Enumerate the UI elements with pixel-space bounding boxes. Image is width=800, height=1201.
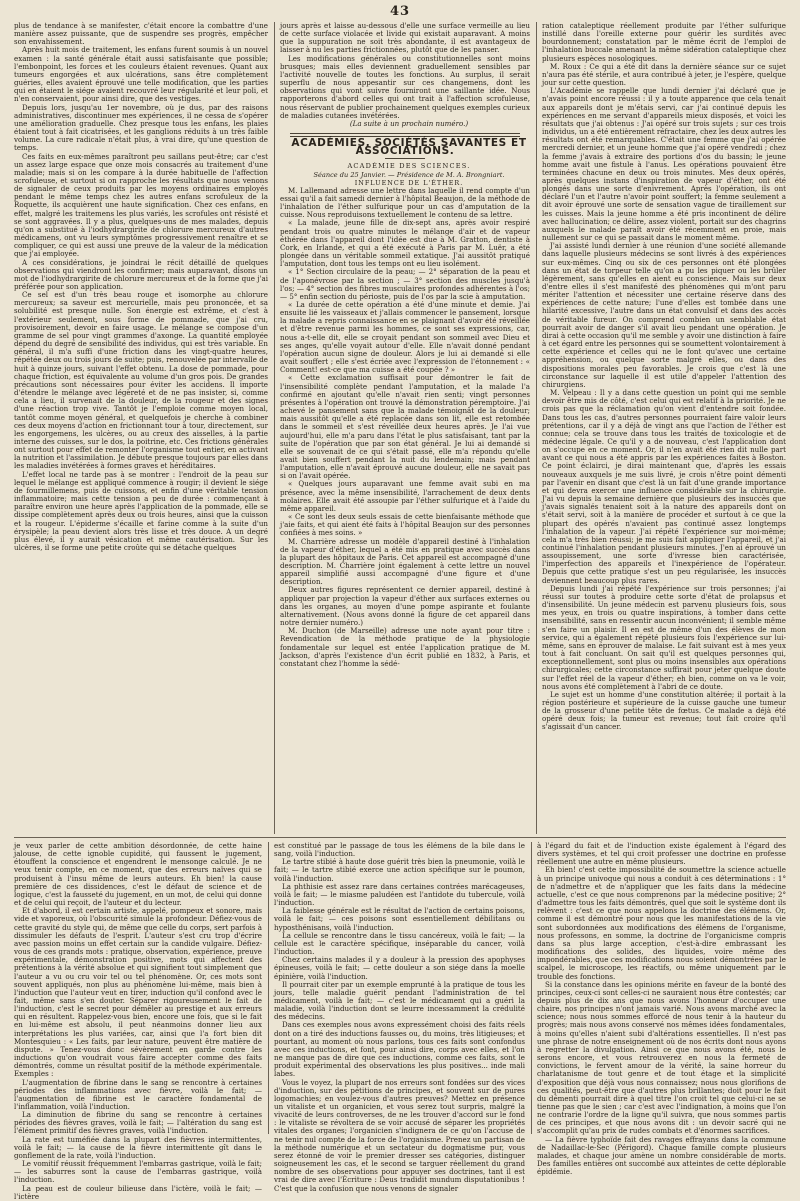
paragraph: plus de tendance à se manifester, c'était encore la combattre d'une manière assez puissante, que de suspendre ses progrès, empêcher son envahissement. (14, 21, 268, 47)
bottom-column-2 (274, 841, 525, 1193)
top-column-3 (542, 22, 786, 834)
column-rule (274, 22, 275, 834)
paragraph: « 1° Section circulaire de la peau; — 2° séparation de la peau et de l'aponévrose par la section ; — 3° section des muscles jusqu'à l'os; — 4° section des fibres musculaires profondes adhérentes à l'os; — 5° enfin section du périoste, puis de l'os par la scie à amputation. (280, 267, 530, 301)
paragraph: La cellule se rencontre dans le tissu cancéreux, voilà le fait; — la cellule est le caractère spécifique, inséparable du cancer, voilà l'induction. (274, 930, 525, 957)
column-rule (531, 842, 532, 1134)
paragraph: Le vomitif réussit fréquemment l'embarras gastrique, voilà le fait; — les saburres sont la cause de l'embarras gastrique, voilà l'induction. (14, 1159, 262, 1185)
paragraph: La diminution de fibrine du sang se rencontre à certaines périodes des fièvres graves, voilà le fait; — l'altération du sang est l'élément primitif des fièvres graves, voilà l'induction. (14, 1110, 262, 1136)
paragraph: Et d'abord, il est certain artiste, appelé, pompeux et sonore, mais vide et vaporeux, où l'obscurité simule la profondeur. Défiez-vous de cette gravité du style qui, de même que celle du corps, sert parfois à dissimuler les défauts de l'esprit. L'auteur s'est cru trop d'écrire avec passion moins un effet certain sur la candide vulgaire. Défiez-vous de ces grands mots : pratique, observation, expérience, preuve expérimentale, démonstration positive, mots qui affectent des prétentions à la vérité absolue et qui signifient tout simplement que l'auteur a vu ou cru voir tel ou tel phénomène. Or, ces mots sont souvent appliqués, non plus au phénomène lui-même, mais bien à l'induction que l'auteur veut en tirer, induction qu'il confond avec le fait, même sans s'en douter. Séparer rigoureusement le fait de l'induction, c'est le secret pour démêler au prestige et aux erreurs qui en résultent. Rappelez-vous bien, encore une fois, que si le fait en lui-même est absolu, il peut néanmoins donner lieu aux interprétations les plus variées, car, ainsi que l'a fort bien dit Montesquieu : « Les faits, par leur nature, peuvent être matière de dispute. » Tenez-vous donc sévèrement en garde contre les inductions qu'on voudrait vous faire accepter comme des faits démontrés, comme un résultat positif de la méthode expérimentale. Exemples : (14, 906, 262, 1079)
paragraph: Ces faits en eux-mêmes paraîtront peu saillans peut-être; car c'est un assez large espace que onze mois consacrés au traitement d'une maladie; mais si on les compare à la durée habituelle de l'affection scrofuleuse, et surtout si on rapproche les résultats que nous venons de signaler de ceux produits par les moyens ordinaires employés pendant le même temps chez les autres enfans scrofuleux de la Roquette, ils acquièrent une haute signification. Chez ces enfans, en effet, malgré les traitemens les plus variés, les scrofules ont résisté et se sont aggravées. Il y a plus, quelques-uns de mes malades, depuis qu'on a substitué à l'iodhydrargirite de chlorure mercureux d'autres médicamens, ont vu leurs symptômes progressivement renaître et se compliquer, ce qui est aussi une preuve de la valeur de la médication que j'ai employée. (14, 151, 268, 259)
paragraph: J'ai assisté lundi dernier à une réunion d'une société allemande dans laquelle plusieurs médecins se sont livrés à des expériences sur eux-mêmes. Cinq ou six de ces personnes ont été plongées dans un état de torpeur telle qu'on a pu les piquer ou les brûler légèrement, sans qu'elles en aient eu conscience. Mais sur deux d'entre elles il s'est manifesté des phénomènes qui m'ont paru mériter l'attention et nécessiter une certaine réserve dans des expériences de cette nature; l'une d'elles est tombée dans une hilarité excessive, l'autre dans un état convulsif et dans des accès de véritable fureur. On comprend combien un semblable état pourrait avoir de danger s'il avait lieu pendant une opération. Je dirai à cette occasion qu'il me semble y avoir une distinction à faire à cet égard entre les personnes qui se soumettent volontairement à cette expérience et celles qui ne le font qu'avec une certaine appréhension, ou quelque sorte malgré elles, ou dans des dispositions morales peu favorables. Je crois que c'est là une circonstance sur laquelle il est utile d'appeler l'attention des chirurgiens. (542, 241, 786, 389)
horizontal-rule (14, 837, 786, 838)
column-rule (536, 22, 537, 834)
title-divider (385, 158, 425, 159)
topic-title: INFLUENCE DE L'ÉTHER. (354, 178, 464, 187)
paragraph: « Ce sont les deux seuls essais de cette bienfaisante méthode que j'aie faits, et qui aient été faits à l'hôpital Beaujon sur des personnes confiées à mes soins. » (280, 512, 530, 538)
paragraph: Après huit mois de traitement, les enfans furent soumis à un nouvel examen : la santé générale était aussi satisfaisante que possible; l'embonpoint, les forces et les couleurs étaient revenues. Quant aux tumeurs engorgées et aux ulcérations, sans être complètement guéries, elles avaient éprouvé une telle modification, que les parties qui en étaient le siége avaient recouvré leur régularité et leur poli, et n'en conservaient, pour ainsi dire, que des vestiges. (14, 45, 268, 104)
top-column-2 (280, 22, 530, 834)
paragraph: M. Velpeau : Il y a dans cette question un point qui me semble devoir être mis de côté, c'est celui qui est relatif à la priorité. Je ne crois pas que la réclamation qu'on vient d'entendre soit fondée. Dans tous les cas, d'autres personnes pourraient faire valoir leurs prétentions, car il y a déjà de vingt ans que l'action de l'éther est connue; cela se trouve dans tous les traités de toxicologie et de médecine légale. Ce qu'il y a de nouveau, c'est l'application dont on s'occupe en ce moment. Or, il n'en avait été rien dit nulle part avant ce qui nous a été appris par les expériences faites à Boston. Ce point éclairci, je dirai maintenant que, d'après les essais nouveaux auxquels je me suis livré, je crois n'être point démenti par l'avenir en disant que c'est là un fait d'une grande importance et qui devra exercer une influence considérable sur la chirurgie. J'ai vu depuis la semaine dernière que plusieurs des insuccès que j'avais signalés tenaient soit à la nature des appareils dont on s'était servi, soit à la manière de procéder et surtout à ce que la plupart des opérés n'avaient pas continué assez longtemps l'inhalation de la vapeur. J'ai répété l'expérience sur moi-même; cela m'a très bien réussi; je me suis fait appliquer l'appareil, et j'ai continué l'inhalation pendant plusieurs minutes. J'en ai éprouvé un assoupissement, une sorte d'ivresse bien caractérisée, l'imperfection des appareils et l'inexpérience de l'opérateur. Depuis que cette pratique s'est un peu régularisée, les insuccès deviennent beaucoup plus rares. (542, 388, 786, 585)
paragraph: je veux parler de cette ambition désordonnée, de cette haine jalouse, de cette ignoble cupidité, qui faussent le jugement, étouffent la conscience et engendrent le mensonge calculé. Je ne veux tenir compte, en ce moment, que des erreurs naïves qui se produisent à l'insu même de leurs auteurs. Eh bien! la cause première de ces dissidences, c'est le défaut de science et de logique, c'est la fausseté du jugement, en un mot, de celui qui donne et de celui qui reçoit, de l'auteur et du lecteur. (14, 841, 262, 908)
paragraph: Le sujet est un homme d'une constitution altérée; il portait à la région postérieure et supérieure de la cuisse gauche une tumeur de la grosseur d'une petite tête de fœtus. Ce malade a déjà été opéré deux fois; la tumeur est revenue; tout fait croire qu'il s'agissait d'un cancer. (542, 689, 786, 732)
paragraph: M. Duchon (de Marseille) adresse une note ayant pour titre : Revendication de la méthode pratique de la physiologie fondamentale sur lequel est entée l'application pratique de M. Jackson, d'après l'existence d'un écrit publié en 1832, à Paris, et constatant chez l'homme la sédé- (280, 626, 530, 668)
paragraph: « Cette exclamation suffisait pour démontrer le fait de l'insensibilité complète pendant l'amputation, et la malade l'a confirmé en ajoutant qu'elle n'avait rien senti; vingt personnes présentes à l'opération ont trouvé la démonstration péremptoire. J'ai achevé le pansement sans que la malade témoignât de la douleur; mais aussitôt qu'elle a été replacée dans son lit, elle est retombée dans le sommeil et s'est réveillée deux heures après. Je l'ai vue aujourd'hui, elle m'a paru dans l'état le plus satisfaisant, tant par la suite de l'opération que par son état général. Je lui ai demandé si elle se souvenait de ce qui s'était passé, elle m'a répondu qu'elle avait bien souffert pendant la nuit du lendemain; mais pendant l'amputation, elle n'avait éprouvé aucune douleur, elle ne savait pas si on l'avait opérée. (280, 373, 530, 481)
paragraph: Eh bien! c'est cette impossibilité de soumettre la science actuelle à un principe univoque qui nous a conduit à ces déterminations : 1° de n'admettre et de n'appliquer que les faits dans la médecine actuelle, c'est ce que nous comprenons par la médecine positive; 2° d'admettre tous les faits démontrés, quel que soit le système dont ils relèvent : c'est ce que nous appelons la doctrine des élémens. Or, comme il est démontré pour nous que les manifestations de la vie sont subordonnées aux modifications des élémens de l'organisme, nous professons, en somme, la doctrine de l'organicisme compris dans sa plus large acception, c'est-à-dire embrassant les modifications des solides, des liquides, voire même des impondérables, que ces modifications nous soient démontrées par le scalpel, le microscope, les réactifs, ou même uniquement par le trouble des fonctions. (537, 865, 786, 981)
paragraph: M. Roux : Ce qui a été dit dans la dernière séance sur ce sujet n'aura pas été stérile, et aura contribué à jeter, je l'espère, quelque jour sur cette question. (542, 61, 786, 88)
paragraph: « La durée de cette opération a été d'une minute et demie. J'ai ensuite lié les vaisseaux et j'allais commencer le pansement, lorsque la malade a repris connaissance en se plaignant d'avoir été réveillée et d'être revenue parmi les hommes, ce sont ses expressions, car, nous a-t-elle dit, elle se croyait pendant son sommeil avec Dieu et ses anges, qu'elle voyait autour d'elle. Elle n'avait donné pendant l'opération aucun signe de douleur. Alors je lui ai demandé si elle avait souffert ; elle s'est écriée avec l'expression de l'étonnement : « Comment! est-ce que ma cuisse a été coupée ? » (280, 300, 530, 375)
paragraph: ration cataleptique réellement produite par l'éther sulfurique instillé dans l'oreille externe pour guérir les surdités avec bourdonnement; constatation par le même écrit de l'emploi de l'inhalation buccale amenant la même sidération cataleptique chez plusieurs espèces nosologiques. (542, 21, 786, 63)
paragraph: Deux autres figures représentent ce dernier appareil, destiné à appliquer par projection la vapeur d'éther aux surfaces externes ou dans les organes, au moyen d'une pompe aspirante et foulante alternativement. (Nous avons donné la figure de cet appareil dans notre dernier numéro.) (280, 585, 530, 628)
paragraph: La faiblesse générale est le résultat de l'action de certains poisons, voilà le fait; — ces poisons sont essentiellement débilitans ou hyposthénisans, voilà l'induction. (274, 906, 525, 932)
section-title: ACADÉMIES, SOCIÉTÉS SAVANTES ET ASSOCIATIONS. (291, 137, 527, 158)
paragraph: Les modifications générales ou constitutionnelles sont moins brusques; mais elles deviennent graduellement sensibles par l'activité nouvelle de toutes les fonctions. Au surplus, il serait superflu de nous appesantir sur ces changemens, dont les observations qui vont suivre fourniront une saillante idée. Nous rapporterons d'abord celles qui ont trait à l'affection scrofuleuse, nous réservant de publier prochainement quelques exemples curieux de maladies cutanées invétérées. (280, 53, 530, 120)
page-number: 43 (389, 4, 411, 19)
paragraph: M. Lallemand adresse une lettre dans laquelle il rend compte d'un essai qu'il a fait samedi dernier à l'hôpital Beaujon, de la méthode de l'inhalation de l'éther sulfurique pour un cas d'amputation de la cuisse. Nous reproduisons textuellement le contenu de sa lettre. (280, 185, 530, 220)
paragraph: La peau est de couleur bilieuse dans l'ictère, voilà le fait; — l'ictère (14, 1183, 262, 1201)
paragraph: Chez certains malades il y a douleur à la pression des apophyses épineuses, voilà le fait; — cette douleur a son siége dans la moelle épinière, voilà l'induction. (274, 955, 525, 981)
paragraph: Le tartre stibié à haute dose guérit très bien la pneumonie, voilà le fait; — le tartre stibié exerce une action spécifique sur le poumon, voilà l'induction. (274, 857, 525, 883)
paragraph: Dans ces exemples nous avons expressément choisi des faits réels dont on a tiré des inductions fausses ou, du moins, très litigieuses; et pourtant, au moment où nous parlons, tous ces faits sont confondus avec ces inductions, et font, pour ainsi dire, corps avec elles, et l'on ne manque pas de dire que ces inductions, comme ces faits, sont le produit expérimental des observations les plus positives... inde mali labes. (274, 1020, 525, 1079)
bottom-column-1 (14, 841, 262, 1201)
to-be-continued: (La suite à un prochain numéro.) (349, 118, 469, 128)
paragraph: M. Charrière adresse un modèle d'appareil destiné à l'inhalation de la vapeur d'éther, lequel a été mis en pratique avec succès dans la plupart des hôpitaux de Paris. Cet appareil est accompagné d'une description. M. Charrière joint également à cette lettre un nouvel appareil simplifié aussi accompagné d'une figure et d'une description. (280, 536, 530, 587)
paragraph: « La malade, jeune fille de dix-sept ans, après avoir respiré pendant trois ou quatre minutes le mélange d'air et de vapeur éthérée dans l'appareil dont l'idée est due à M. Gratton, dentiste à Cork, en Irlande, et qui a été exécuté à Paris par M. Luër, a été plongée dans un véritable sommeil extatique. J'ai aussitôt pratiqué l'amputation, dont tous les temps ont eu lieu isolément. (280, 218, 530, 269)
paragraph: L'effet local ne tarde pas à se montrer : l'endroit de la peau sur lequel le mélange est appliqué commence à rougir; il devient le siége de fourmillemens, puis de cuissons, et enfin d'une véritable tension inflammatoire; mais cette tension a peu de durée : commençant à paraître environ une heure après l'application de la pommade, elle se dissipe complètement après deux ou trois heures, ainsi que la cuisson et la rougeur. L'épiderme s'écaille et farine comme à la suite d'un érysipèle; la peau devient alors très lisse et très douce. A un degré plus élevé, il y aurait vésication et même cautérisation. Sur les ulcères, il se forme une petite croûte qui se détache quelques (14, 469, 268, 552)
paragraph: Depuis lundi j'ai répété l'expérience sur trois personnes; j'ai réussi sur toutes à produire cette sorte d'état de prolapsus et d'insensibilité. Un jeune médecin est parvenu plusieurs fois, sous mes yeux, en trois ou quatre inspirations, à tomber dans cette insensibilité, sans en ressentir aucun inconvénient; il semble même s'en faire un plaisir. Il en est de même d'un des élèves de mon service, qui a également répété plusieurs fois l'expérience sur lui-même, sans en éprouver de malaise. Le fait suivant est à mes yeux tout à fait concluant. On sait qu'il est quelques personnes qui, exceptionnellement, sont plus ou moins insensibles aux opérations chirurgicales; cette circonstance suffirait pour jeter quelque doute sur l'effet réel de la vapeur d'éther; eh bien, comme on va le voir, nous avons été complètement à l'abri de ce doute. (542, 583, 786, 691)
paragraph: jours après et laisse au-dessous d'elle une surface vermeille au lieu de cette surface violacée et livide qui existait auparavant. A moins que la suppuration ne soit très abondante, il est avantageux de laisser à nu les parties frictionnées, plutôt que de les panser. (280, 21, 530, 55)
paragraph: — La fièvre typhoïde fait des ravages effrayans dans la commune de Nadaillac-le-Sec (Périgord). Chaque famille compte plusieurs malades, et chaque jour amène un nombre considérable de morts. Des familles entières ont succombé aux atteintes de cette déplorable épidémie. (537, 1134, 786, 1177)
paragraph: La phthisie est assez rare dans certaines contrées marécageuses, voilà le fait; — le miasme paludéen est l'antidote du tubercule, voilà l'induction. (274, 881, 525, 908)
academy-title: ACADÉMIE DES SCIENCES. (347, 162, 471, 171)
paragraph: L'Académie se rappelle que lundi dernier j'ai déclaré que je n'avais point encore réussi : il y a toute apparence que cela tenait aux appareils dont je m'étais servi, car j'ai continué depuis les expériences en me servant d'appareils mieux disposés, et voici les résultats que j'ai obtenus : J'ai opéré sur trois sujets ; sur ces trois individus, un a été entièrement réfractaire, chez les deux autres les résultats ont été remarquables. C'était une femme que j'ai opérée mercredi dernier, et un jeune homme que j'ai opéré vendredi ; chez la femme j'avais à extraire des portions d'os du bassin; le jeune homme avait une fistule à l'anus. Les opérations pouvaient être terminées chacune en deux ou trois minutes. Mes deux opérés, après quelques instans d'inspiration de vapeur d'éther, ont été plongés dans une sorte d'enivrement. Après l'opération, ils ont déclaré l'un et l'autre n'avoir point souffert; la femme seulement a dit avoir éprouvé une sorte de sensation vague de tiraillement sur les cuisses. Mais la jeune homme a été pris incontinent de délire avec hallucination; ce délire, assez violent, portait sur des chagrins auxquels le malade paraît avoir été récemment en proie, mais nullement sur ce qui se passait dans le moment même. (542, 86, 786, 243)
paragraph: Ce sel est d'un très beau rouge et isomorphe au chlorure mercureux; sa saveur est mercurielle, mais peu prononcée, et sa solubilité est presque nulle. Son énergie est extrême, et c'est à l'extérieur seulement, sous forme de pommade, que j'ai cru, provisoirement, devoir en faire usage. Le mélange se compose d'un gramme de sel pour vingt grammes d'axonge. La quantité employée dépend du degré de sensibilité des individus, qui est très variable. En général, il m'a suffi d'une friction dans les vingt-quatre heures, répétée deux ou trois jours de suite; puis, renouvelée par intervalle de huit à quinze jours, suivant l'effet obtenu. La dose de pommade, pour chaque friction, est équivalente au volume d'un gros pois. De grandes précautions sont nécessaires pour éviter les accidens. Il importe d'étendre le mélange avec légèreté et de ne pas insister, si, comme cela a lieu, il survenait de la douleur, de la rougeur et des signes d'une réaction trop vive. Tantôt je l'emploie comme moyen local, tantôt comme moyen général, et quelquefois je cherche à combiner ces deux moyens d'action en frictionnant tour à tour, directement, sur les engorgemens, les ulcères, ou au creux des aisselles, à la partie interne des cuisses, sur le dos, la poitrine, etc. Ces frictions générales ont surtout pour effet de remonter l'organisme tout entier, en activant la nutrition et l'assimilation. Je débute presque toujours par elles dans les maladies invétérées à formes graves et héréditaires. (14, 290, 268, 471)
paragraph: Si la constance dans les opinions mérite en faveur de la bonté des principes, ceux-ci sont celles-ci ne sauraient nous être contestés; car depuis plus de dix ans que nous avons l'honneur d'occuper une chaire, nos principes n'ont jamais varié. Nous avons marché avec la science; nous nous sommes efforcé de nous tenir à la hauteur du progrès; mais nous avons conservé nos mêmes idées fondamentales, à moins qu'elles n'aient subi d'altérations essentielles. Il n'est pas une phrase de notre enseignement où de nos écrits dont nous ayons à regretter la divulgation. Ainsi ce que nous avons été, nous le serons encore, et vous retrouverez en nous la fermeté de convictions, le fervent amour de la vérité, la saine horreur du charlatanisme de tout genre et de tout étage et la simplicité d'exposition que déjà vous nous connaissez; nous nous glorifions de ces qualités, peut-être que d'autres plus brillantes; doit pour le fait du démenti pourrait dire à quel titre l'on croit tel que celui-ci ne se tienne pas que le sien ; car c'est avec l'indignation, à moins que l'on ne contrarie l'ordre de la ligne qu'il suivra, que nous sommes partis de ces principes, et que nous avons dit : un devoir sacré qui ne s'accomplit qu'au prix de rudes combats et d'énormes sacrifices. (537, 979, 786, 1136)
paragraph: L'augmentation de fibrine dans le sang se rencontre à certaines périodes des inflammations avec fièvre, voilà le fait; — l'augmentation de fibrine est le caractère fondamental de l'inflammation, voilà l'induction. (14, 1077, 262, 1111)
paragraph: La rate est tuméfiée dans la plupart des fièvres intermittentes, voilà le fait; — la cause de la fièvre intermittente gît dans le gonflement de la rate, voilà l'induction. (14, 1134, 262, 1160)
bottom-column-3 (537, 841, 786, 1177)
paragraph: à l'égard du fait et de l'induction existe également à l'égard des divers systèmes, et tel qui croit professer une doctrine en professe réellement une autre en même plusieurs. (537, 841, 786, 867)
top-column-1 (14, 22, 268, 834)
paragraph: Vous le voyez, la plupart de nos erreurs sont fondées sur des vices d'induction, sur des pétitions de principes, et souvent sur de pures logomachies; en voulez-vous d'autres preuves? Mettez en présence un vitaliste et un organicien, et vous serez tout surpris, malgré la vivacité de leurs controverses, de ne les trouver d'accord sur le fond : le vitaliste se révoltera de se voir accusé de séparer les propriétés vitales des organes; l'organicien s'indignera de ce qu'on l'accuse de ne tenir nul compte de la force de l'organisme. Prenez un partisan de la méthode numérique et un sectateur du dogmatisme pur, vous serez étonné de voir le premier dresser ses catégories, distinguer soigneusement les cas, et le second se targuer réellement du grand nombre de ses observations pour appuyer ses doctrines, tant il est vrai de dire avec l'Écriture : Deus tradidit mundum disputationibus ! C'est que la confusion que nous venons de signaler (274, 1077, 525, 1193)
paragraph: A ces considérations, je joindrai le récit détaillé de quelques observations qui viendront les confirmer; mais auparavant, disons un mot de l'iodhydrargirite de chlorure mercureux et de la forme que j'ai préférée pour son application. (14, 257, 268, 291)
paragraph: Depuis lors, jusqu'au 1er novembre, où je dus, par des raisons administratives, discontinuer mes expériences, il ne cessa de s'opérer une amélioration graduelle. Chez presque tous les enfans, les plaies étaient tout à fait cicatrisées, et les ganglions réduits à un très faible volume. La cure radicale n'était plus, à vrai dire, qu'une question de temps. (14, 102, 268, 153)
paragraph: est constitué par le passage de tous les élémens de la bile dans le sang, voilà l'induction. (274, 841, 525, 859)
column-rule (268, 842, 269, 1134)
session-line: Séance du 25 Janvier. — Présidence de M. A. Brongniart. (313, 170, 505, 179)
paragraph: « Quelques jours auparavant une femme avait subi en ma présence, avec la même insensibilité, l'arrachement de deux dents molaires. Elle avait été assoupie par l'éther sulfurique et à l'aide du même appareil. (280, 479, 530, 513)
paragraph: Il pourrait citer par un exemple emprunté à la pratique de tous les jours, telle maladie guérit pendant l'administration de tel médicament, voilà le fait; — c'est le médicament qui a guéri la maladie, voilà l'induction dont se leurre incessamment la crédulité des médecins. (274, 979, 525, 1022)
